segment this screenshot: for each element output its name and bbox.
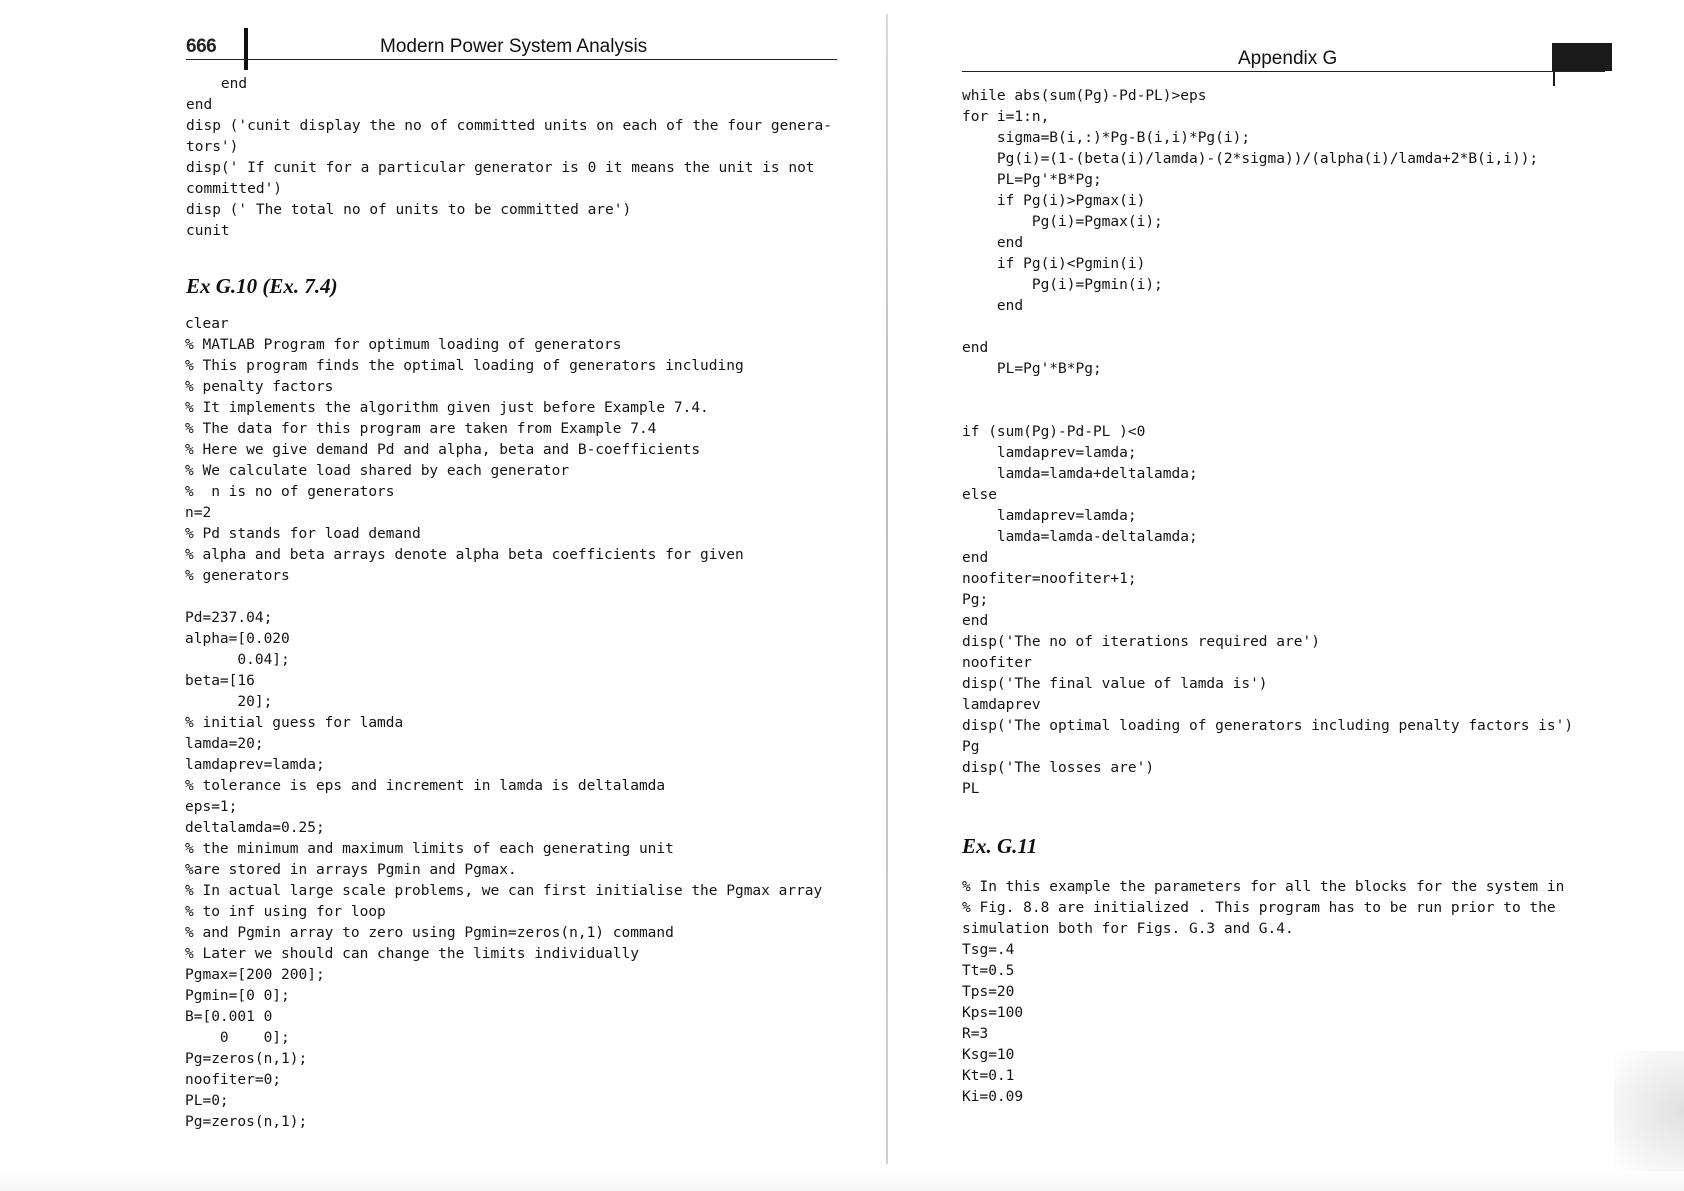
page-bottom-shadow	[0, 1169, 1684, 1191]
header-tab-decoration	[1552, 43, 1612, 71]
book-gutter	[886, 14, 888, 1164]
code-block-ex-g10: clear % MATLAB Program for optimum loading of generators % This program finds the optimal loading of generators including % penalty factors % It implements the algorithm given just before Example 7.4. % The data for this program are taken from Example 7.4 % Here we give demand Pd and alpha, beta and B-coefficients % We calculate load shared by each generator % n is no of generators n=2 % Pd stands for load demand % alpha and beta arrays denote alpha beta coefficients for given % generators Pd=237.04; alpha=[0.020 0.04]; beta=[16 20]; % initial guess for lamda lamda=20; lamdaprev=lamda; % tolerance is eps and increment in lamda is deltalamda eps=1; deltalamda=0.25; % the minimum and maximum limits of each generating unit %are stored in arrays Pgmin and Pgmax. % In actual large scale problems, we can first initialise the Pgmax array % to inf using for loop % and Pgmin array to zero using Pgmin=zeros(n,1) command % Later we should can change the limits individually Pgmax=[200 200]; Pgmin=[0 0]; B=[0.001 0 0 0]; Pg=zeros(n,1); noofiter=0; PL=0; Pg=zeros(n,1);	[185, 316, 823, 1130]
running-title-right: Appendix G	[1238, 48, 1338, 69]
page-number: 666	[186, 36, 217, 57]
section-heading-ex-g11: Ex. G.11	[962, 834, 1038, 858]
scan-smudge	[1614, 1051, 1684, 1171]
header-bar-decoration	[244, 28, 248, 70]
running-title-left: Modern Power System Analysis	[380, 36, 648, 57]
header-tick-decoration	[1553, 70, 1555, 86]
header-rule-right	[962, 71, 1605, 72]
section-heading-ex-g10: Ex G.10 (Ex. 7.4)	[186, 274, 338, 298]
code-block-continuation: end end disp ('cunit display the no of committed units on each of the four genera- tors') disp(' If cunit for a particular generator is 0 it means the unit is not committed') disp (' The total no of units to be committed are') cunit	[186, 76, 833, 239]
header-rule-left	[186, 59, 837, 60]
code-block-ex-g11: % In this example the parameters for all the blocks for the system in % Fig. 8.8 are initialized . This program has to be run prior to the simulation both for Figs. G.3 and G.4. Tsg=.4 Tt=0.5 Tps=20 Kps=100 R=3 Ksg=10 Kt=0.1 Ki=0.09	[962, 879, 1565, 1105]
code-block-ex-g10-continued: while abs(sum(Pg)-Pd-PL)>eps for i=1:n, sigma=B(i,:)*Pg-B(i,i)*Pg(i); Pg(i)=(1-(beta(i)/lamda)-(2*sigma))/(alpha(i)/lamda+2*B(i,i)); PL=Pg'*B*Pg; if Pg(i)>Pgmax(i) Pg(i)=Pgmax(i); end if Pg(i)<Pgmin(i) Pg(i)=Pgmin(i); end end PL=Pg'*B*Pg; if (sum(Pg)-Pd-PL )<0 lamdaprev=lamda; lamda=lamda+deltalamda; else lamdaprev=lamda; lamda=lamda-deltalamda; end noofiter=noofiter+1; Pg; end disp('The no of iterations required are') noofiter disp('The final value of lamda is') lamdaprev disp('The optimal loading of generators including penalty factors is') Pg disp('The losses are') PL	[962, 88, 1574, 797]
right-page	[890, 0, 1684, 1191]
